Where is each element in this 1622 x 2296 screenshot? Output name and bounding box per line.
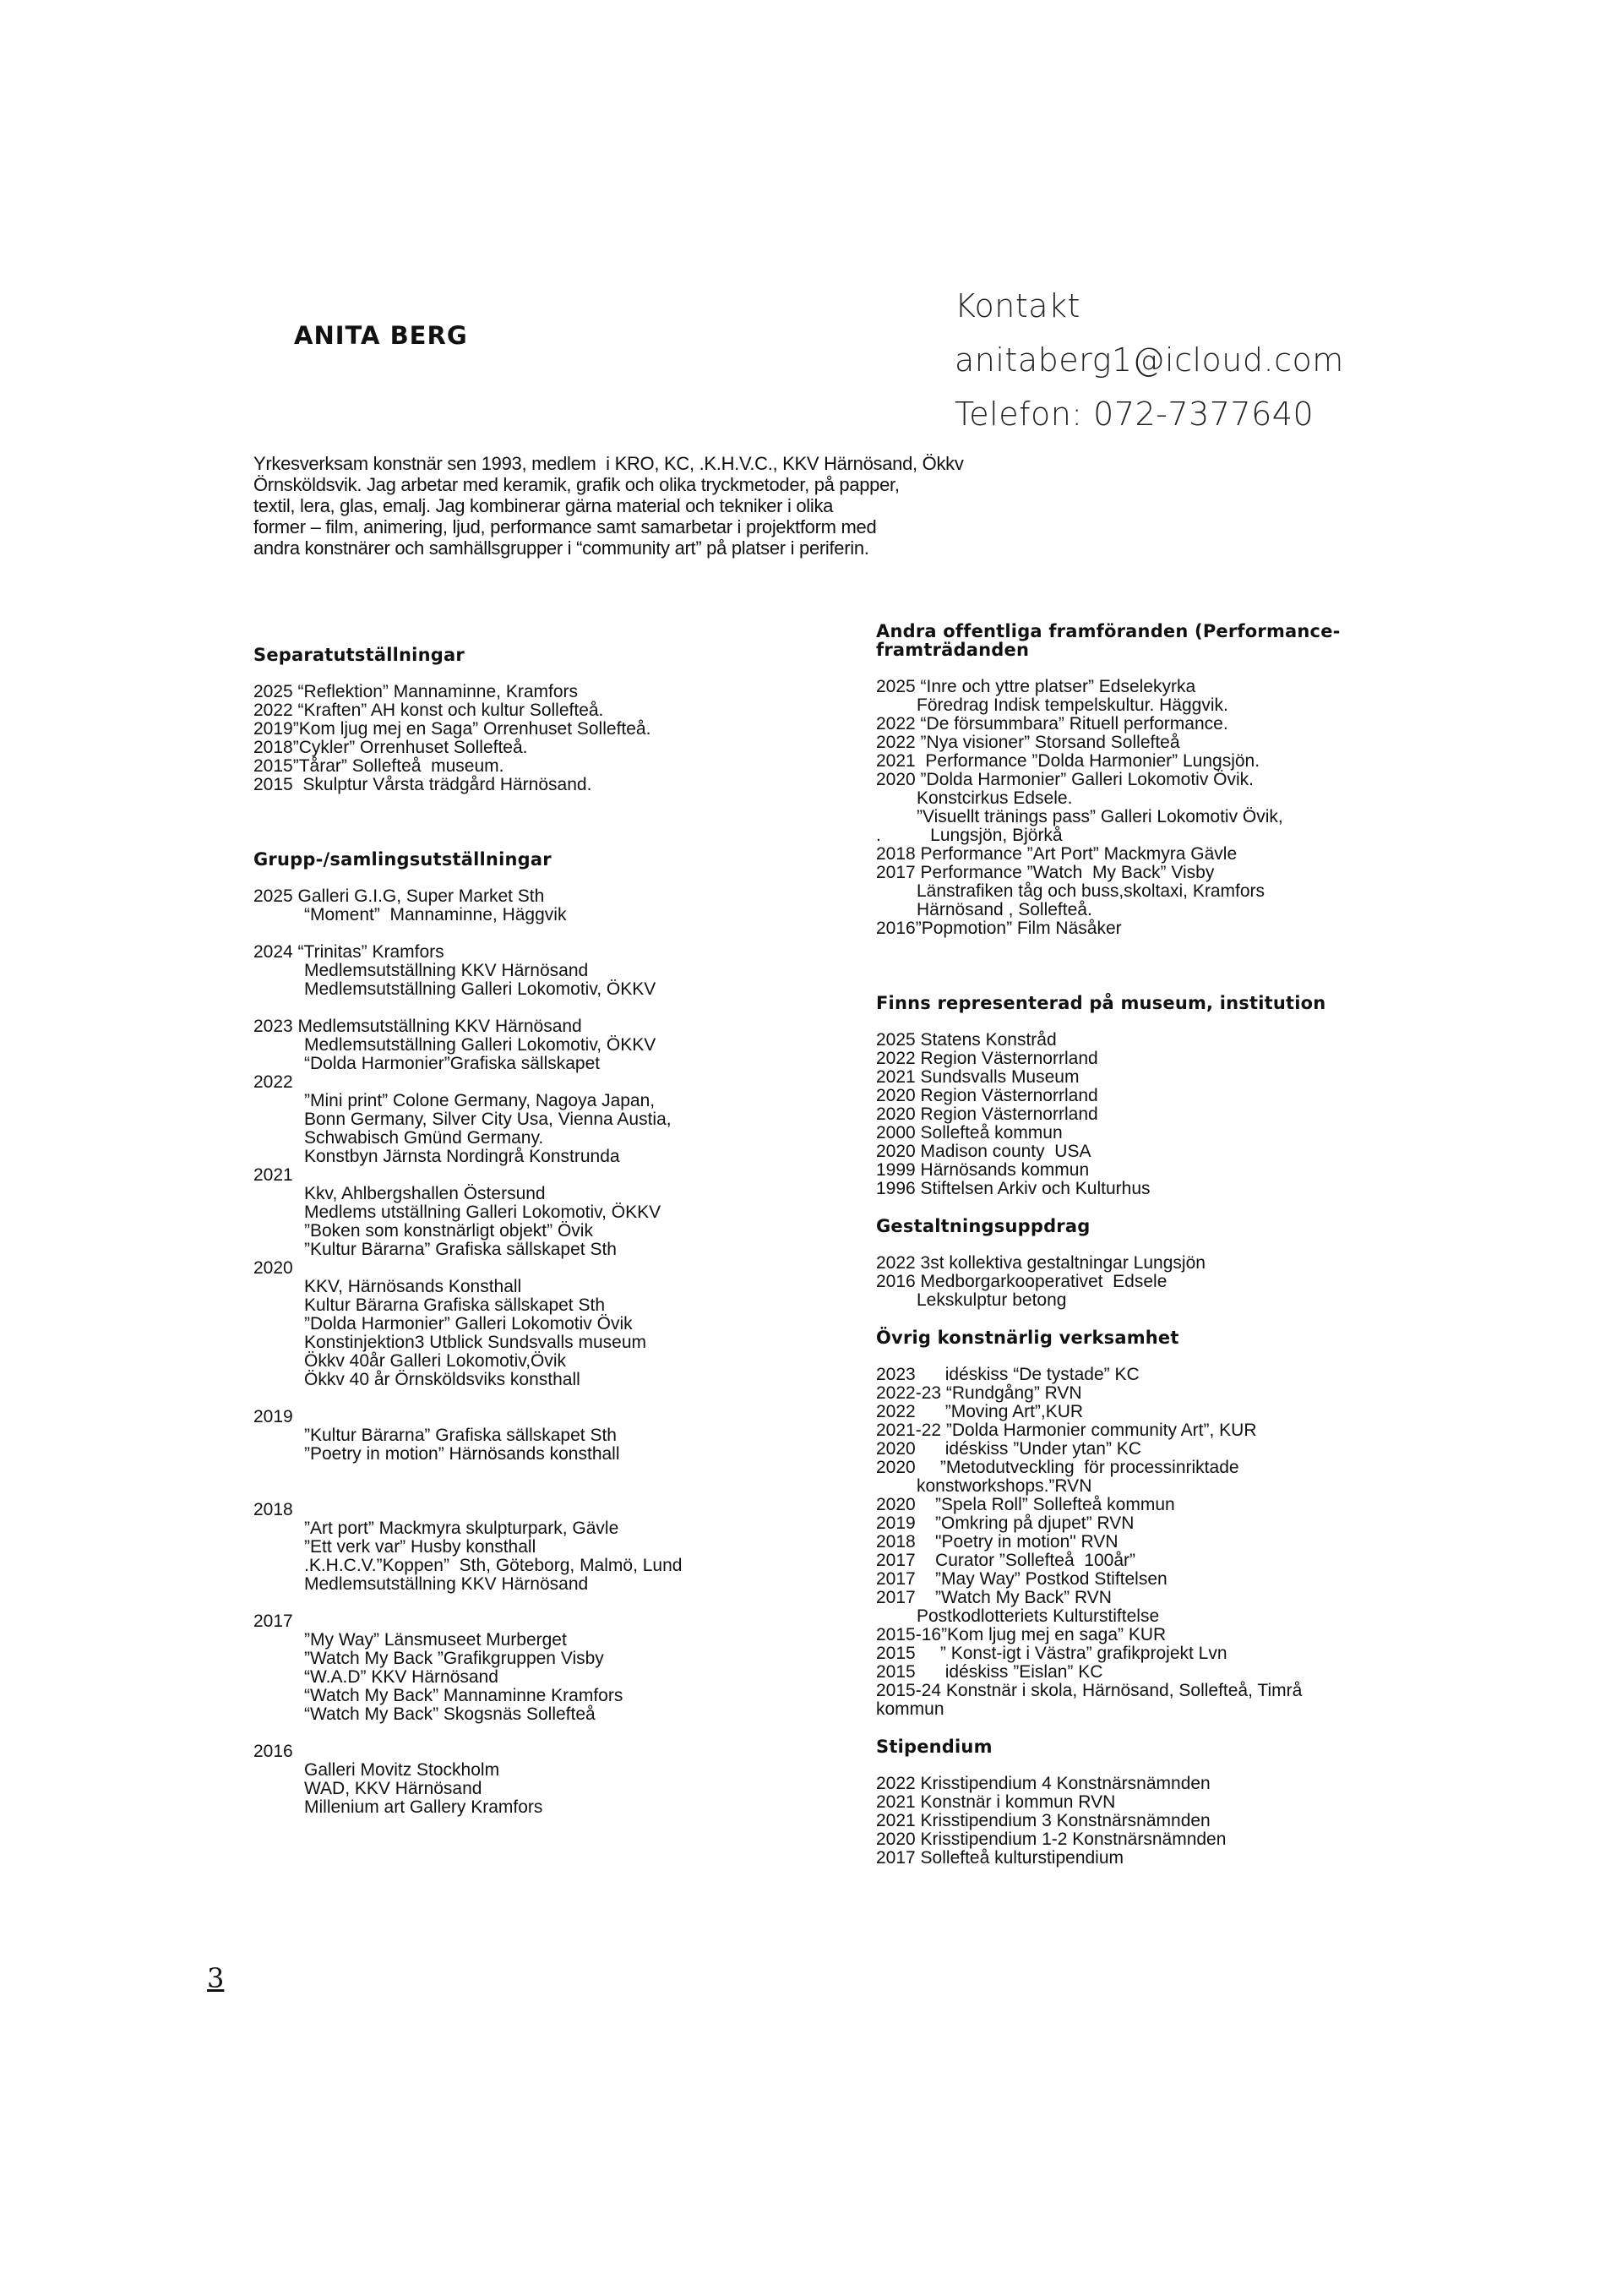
contact-phone: Telefon: 072-7377640: [955, 395, 1314, 433]
list-item: 2023 idéskiss “De tystade” KC: [876, 1365, 1140, 1384]
section-heading-andra-cont: framträdanden: [876, 640, 1030, 660]
list-item: 2020: [253, 1258, 293, 1278]
list-item: Bonn Germany, Silver City Usa, Vienna Austia,: [304, 1110, 672, 1129]
list-item: 2017 Curator ”Sollefteå 100år”: [876, 1551, 1136, 1570]
list-item: ”Kultur Bärarna” Grafiska sällskapet Sth: [304, 1240, 617, 1259]
section-heading-andra: Andra offentliga framföranden (Performance-: [876, 621, 1341, 641]
section-heading-museum: Finns representerad på museum, institution: [876, 993, 1326, 1013]
list-item: Medlemsutställning KKV Härnösand: [304, 961, 589, 980]
list-item: 2025 Statens Konstråd: [876, 1030, 1057, 1050]
list-item: 2025 Galleri G.I.G, Super Market Sth: [253, 886, 545, 906]
list-item: 2018: [253, 1500, 293, 1519]
list-item: 2018”Cykler” Orrenhuset Sollefteå.: [253, 738, 528, 757]
list-item: Lekskulptur betong: [917, 1290, 1067, 1310]
list-item: 2017 Performance ”Watch My Back” Visby: [876, 863, 1215, 882]
list-item: [253, 1594, 912, 1612]
list-item: Medlemsutställning Galleri Lokomotiv, ÖKKV: [304, 979, 656, 999]
list-item: 2017 ”Watch My Back” RVN: [876, 1588, 1112, 1607]
bio-line: Yrkesverksam konstnär sen 1993, medlem i KRO, KC, .K.H.V.C., KKV Härnösand, Ökkv: [253, 453, 964, 474]
list-item: 2020 Krisstipendium 1-2 Konstnärsnämnden: [876, 1830, 1227, 1849]
list-item: 2021-22 ”Dolda Harmonier community Art”, KUR: [876, 1421, 1257, 1440]
list-item: 2020 Madison county USA: [876, 1142, 1091, 1161]
list-item: ”Watch My Back ”Grafikgruppen Visby: [304, 1649, 604, 1668]
bio-line: andra konstnärer och samhällsgrupper i “community art” på platser i periferin.: [253, 537, 869, 559]
list-item: 2015 Skulptur Vårsta trädgård Härnösand.: [253, 775, 592, 794]
list-item: [253, 924, 912, 943]
list-item: [253, 999, 912, 1017]
list-item: Medlemsutställning KKV Härnösand: [304, 1574, 589, 1594]
section-heading-stipendium: Stipendium: [876, 1737, 993, 1757]
list-item: 2022 ”Nya visioner” Storsand Sollefteå: [876, 733, 1180, 752]
list-item: 2019”Kom ljug mej en Saga” Orrenhuset Sollefteå.: [253, 719, 651, 739]
contact-heading: Kontakt: [955, 287, 1080, 324]
list-item: 2022 “De försummbara” Rituell performance.: [876, 714, 1228, 734]
artist-name: ANITA BERG: [294, 321, 468, 350]
list-item: Schwabisch Gmünd Germany.: [304, 1128, 544, 1148]
gestalt-list: [876, 1254, 1383, 1310]
list-item: Medlems utställning Galleri Lokomotiv, ÖKKV: [304, 1203, 661, 1222]
section-heading-ovrig: Övrig konstnärlig verksamhet: [876, 1328, 1179, 1348]
list-item: Länstrafiken tåg och buss,skoltaxi, Kramfors: [917, 881, 1265, 901]
list-item: 1996 Stiftelsen Arkiv och Kulturhus: [876, 1179, 1151, 1198]
list-item: 2025 “Reflektion” Mannaminne, Kramfors: [253, 682, 579, 701]
list-item: [253, 1464, 912, 1482]
list-item: KKV, Härnösands Konsthall: [304, 1277, 522, 1296]
contact-block: [955, 279, 1344, 441]
bio-paragraph: [253, 453, 964, 559]
list-item: WAD, KKV Härnösand: [304, 1779, 482, 1798]
list-item: Kultur Bärarna Grafiska sällskapet Sth: [304, 1295, 605, 1315]
list-item: Härnösand , Sollefteå.: [917, 900, 1092, 919]
list-item: ”Poetry in motion” Härnösands konsthall: [304, 1444, 620, 1464]
list-item: [253, 1389, 912, 1408]
list-item: kommun: [876, 1699, 944, 1719]
list-item: ”Ett verk var” Husby konsthall: [304, 1537, 536, 1557]
list-item: . Lungsjön, Björkå: [876, 826, 1063, 845]
list-item: Kkv, Ahlbergshallen Östersund: [304, 1184, 546, 1203]
list-item: Föredrag Indisk tempelskultur. Häggvik.: [917, 695, 1228, 715]
list-item: ”Dolda Harmonier” Galleri Lokomotiv Övik: [304, 1314, 633, 1333]
bio-line: Örnsköldsvik. Jag arbetar med keramik, grafik och olika tryckmetoder, på papper,: [253, 474, 900, 495]
list-item: 2015”Tårar” Sollefteå museum.: [253, 756, 504, 776]
list-item: 2020 ”Spela Roll” Sollefteå kommun: [876, 1495, 1175, 1514]
list-item: [253, 1724, 912, 1742]
bio-line: textil, lera, glas, emalj. Jag kombinerar gärna material och tekniker i olika: [253, 495, 834, 516]
list-item: konstworkshops.”RVN: [917, 1476, 1092, 1496]
list-item: 2000 Sollefteå kommun: [876, 1123, 1063, 1143]
list-item: ”Boken som konstnärligt objekt” Övik: [304, 1221, 593, 1241]
museum-list: [876, 1031, 1383, 1198]
list-item: “W.A.D” KKV Härnösand: [304, 1667, 498, 1687]
list-item: 2016”Popmotion” Film Näsåker: [876, 919, 1122, 938]
list-item: 2020 ”Metodutveckling för processinriktade: [876, 1458, 1239, 1477]
list-item: .K.H.C.V.”Koppen” Sth, Göteborg, Malmö, Lund: [304, 1556, 683, 1575]
list-item: 2022 Krisstipendium 4 Konstnärsnämnden: [876, 1774, 1211, 1793]
list-item: 2017 ”May Way” Postkod Stiftelsen: [876, 1569, 1168, 1589]
list-item: 2020 Region Västernorrland: [876, 1086, 1098, 1105]
list-item: 2018 Performance ”Art Port” Mackmyra Gävle: [876, 844, 1238, 864]
list-item: 2024 “Trinitas” Kramfors: [253, 942, 444, 962]
list-item: “Dolda Harmonier”Grafiska sällskapet: [304, 1054, 601, 1073]
list-item: 2021: [253, 1165, 293, 1185]
ovrig-list: [876, 1366, 1383, 1719]
section-heading-separat: Separatutställningar: [253, 645, 465, 665]
list-item: Konstbyn Järnsta Nordingrå Konstrunda: [304, 1147, 620, 1166]
list-item: 2022 “Kraften” AH konst och kultur Sollefteå.: [253, 701, 604, 720]
list-item: Konstinjektion3 Utblick Sundsvalls museum: [304, 1333, 647, 1352]
list-item: 2022: [253, 1072, 293, 1092]
list-item: 2017 Sollefteå kulturstipendium: [876, 1848, 1124, 1868]
list-item: Galleri Movitz Stockholm: [304, 1760, 500, 1780]
list-item: Millenium art Gallery Kramfors: [304, 1797, 543, 1817]
list-item: [253, 1482, 912, 1501]
list-item: 2015-24 Konstnär i skola, Härnösand, Sollefteå, Timrå: [876, 1681, 1303, 1700]
left-column: [253, 646, 912, 1817]
list-item: 2022-23 “Rundgång” RVN: [876, 1383, 1082, 1403]
list-item: 2015-16”Kom ljug mej en saga” KUR: [876, 1625, 1167, 1644]
list-item: ”My Way” Länsmuseet Murberget: [304, 1630, 567, 1650]
list-item: Ökkv 40 år Örnsköldsviks konsthall: [304, 1370, 580, 1389]
list-item: 2020 idéskiss ”Under ytan” KC: [876, 1439, 1141, 1459]
list-item: 2025 “Inre och yttre platser” Edselekyrka: [876, 677, 1196, 696]
separat-list: [253, 683, 912, 794]
section-heading-gestalt: Gestaltningsuppdrag: [876, 1216, 1091, 1236]
bio-line: former – film, animering, ljud, performance samt samarbetar i projektform med: [253, 516, 877, 537]
list-item: 2021 Sundsvalls Museum: [876, 1067, 1080, 1087]
list-item: “Moment” Mannaminne, Häggvik: [304, 905, 567, 924]
list-item: 2016: [253, 1742, 293, 1761]
list-item: ”Mini print” Colone Germany, Nagoya Japan,: [304, 1091, 656, 1110]
contact-email[interactable]: anitaberg1@icloud.com: [955, 341, 1344, 379]
list-item: 2021 Performance ”Dolda Harmonier” Lungsjön.: [876, 751, 1260, 771]
page-number: 3: [207, 1962, 225, 1994]
list-item: 2020 ”Dolda Harmonier” Galleri Lokomotiv Övik.: [876, 770, 1254, 789]
list-item: 2022 Region Västernorrland: [876, 1049, 1098, 1068]
list-item: 2018 "Poetry in motion" RVN: [876, 1532, 1119, 1552]
grupp-list: [253, 887, 912, 1817]
list-item: 2016 Medborgarkooperativet Edsele: [876, 1272, 1168, 1291]
list-item: 2015 idéskiss ”Eislan” KC: [876, 1662, 1103, 1682]
list-item: 2017: [253, 1612, 293, 1631]
list-item: 2022 3st kollektiva gestaltningar Lungsjön: [876, 1253, 1206, 1273]
list-item: 2021 Konstnär i kommun RVN: [876, 1792, 1116, 1812]
section-heading-grupp: Grupp-/samlingsutställningar: [253, 849, 552, 870]
andra-list: [876, 678, 1383, 938]
list-item: 2020 Region Västernorrland: [876, 1104, 1098, 1124]
stipendium-list: [876, 1775, 1383, 1868]
list-item: “Watch My Back” Skogsnäs Sollefteå: [304, 1704, 596, 1724]
list-item: 2019: [253, 1407, 293, 1426]
list-item: “Watch My Back” Mannaminne Kramfors: [304, 1686, 623, 1705]
list-item: ”Art port” Mackmyra skulpturpark, Gävle: [304, 1519, 619, 1538]
right-column: [876, 622, 1383, 1868]
list-item: 2023 Medlemsutställning KKV Härnösand: [253, 1017, 582, 1036]
list-item: Postkodlotteriets Kulturstiftelse: [917, 1606, 1160, 1626]
list-item: 2021 Krisstipendium 3 Konstnärsnämnden: [876, 1811, 1211, 1830]
list-item: Ökkv 40år Galleri Lokomotiv,Övik: [304, 1351, 567, 1371]
list-item: 2019 ”Omkring på djupet” RVN: [876, 1513, 1135, 1533]
list-item: ”Visuellt tränings pass” Galleri Lokomotiv Övik,: [917, 807, 1283, 826]
list-item: 2022 ”Moving Art”,KUR: [876, 1402, 1084, 1421]
list-item: 2015 ” Konst-igt i Västra” grafikprojekt Lvn: [876, 1644, 1227, 1663]
list-item: Medlemsutställning Galleri Lokomotiv, ÖKKV: [304, 1035, 656, 1055]
list-item: 1999 Härnösands kommun: [876, 1160, 1090, 1180]
list-item: ”Kultur Bärarna” Grafiska sällskapet Sth: [304, 1426, 617, 1445]
list-item: Konstcirkus Edsele.: [917, 788, 1073, 808]
